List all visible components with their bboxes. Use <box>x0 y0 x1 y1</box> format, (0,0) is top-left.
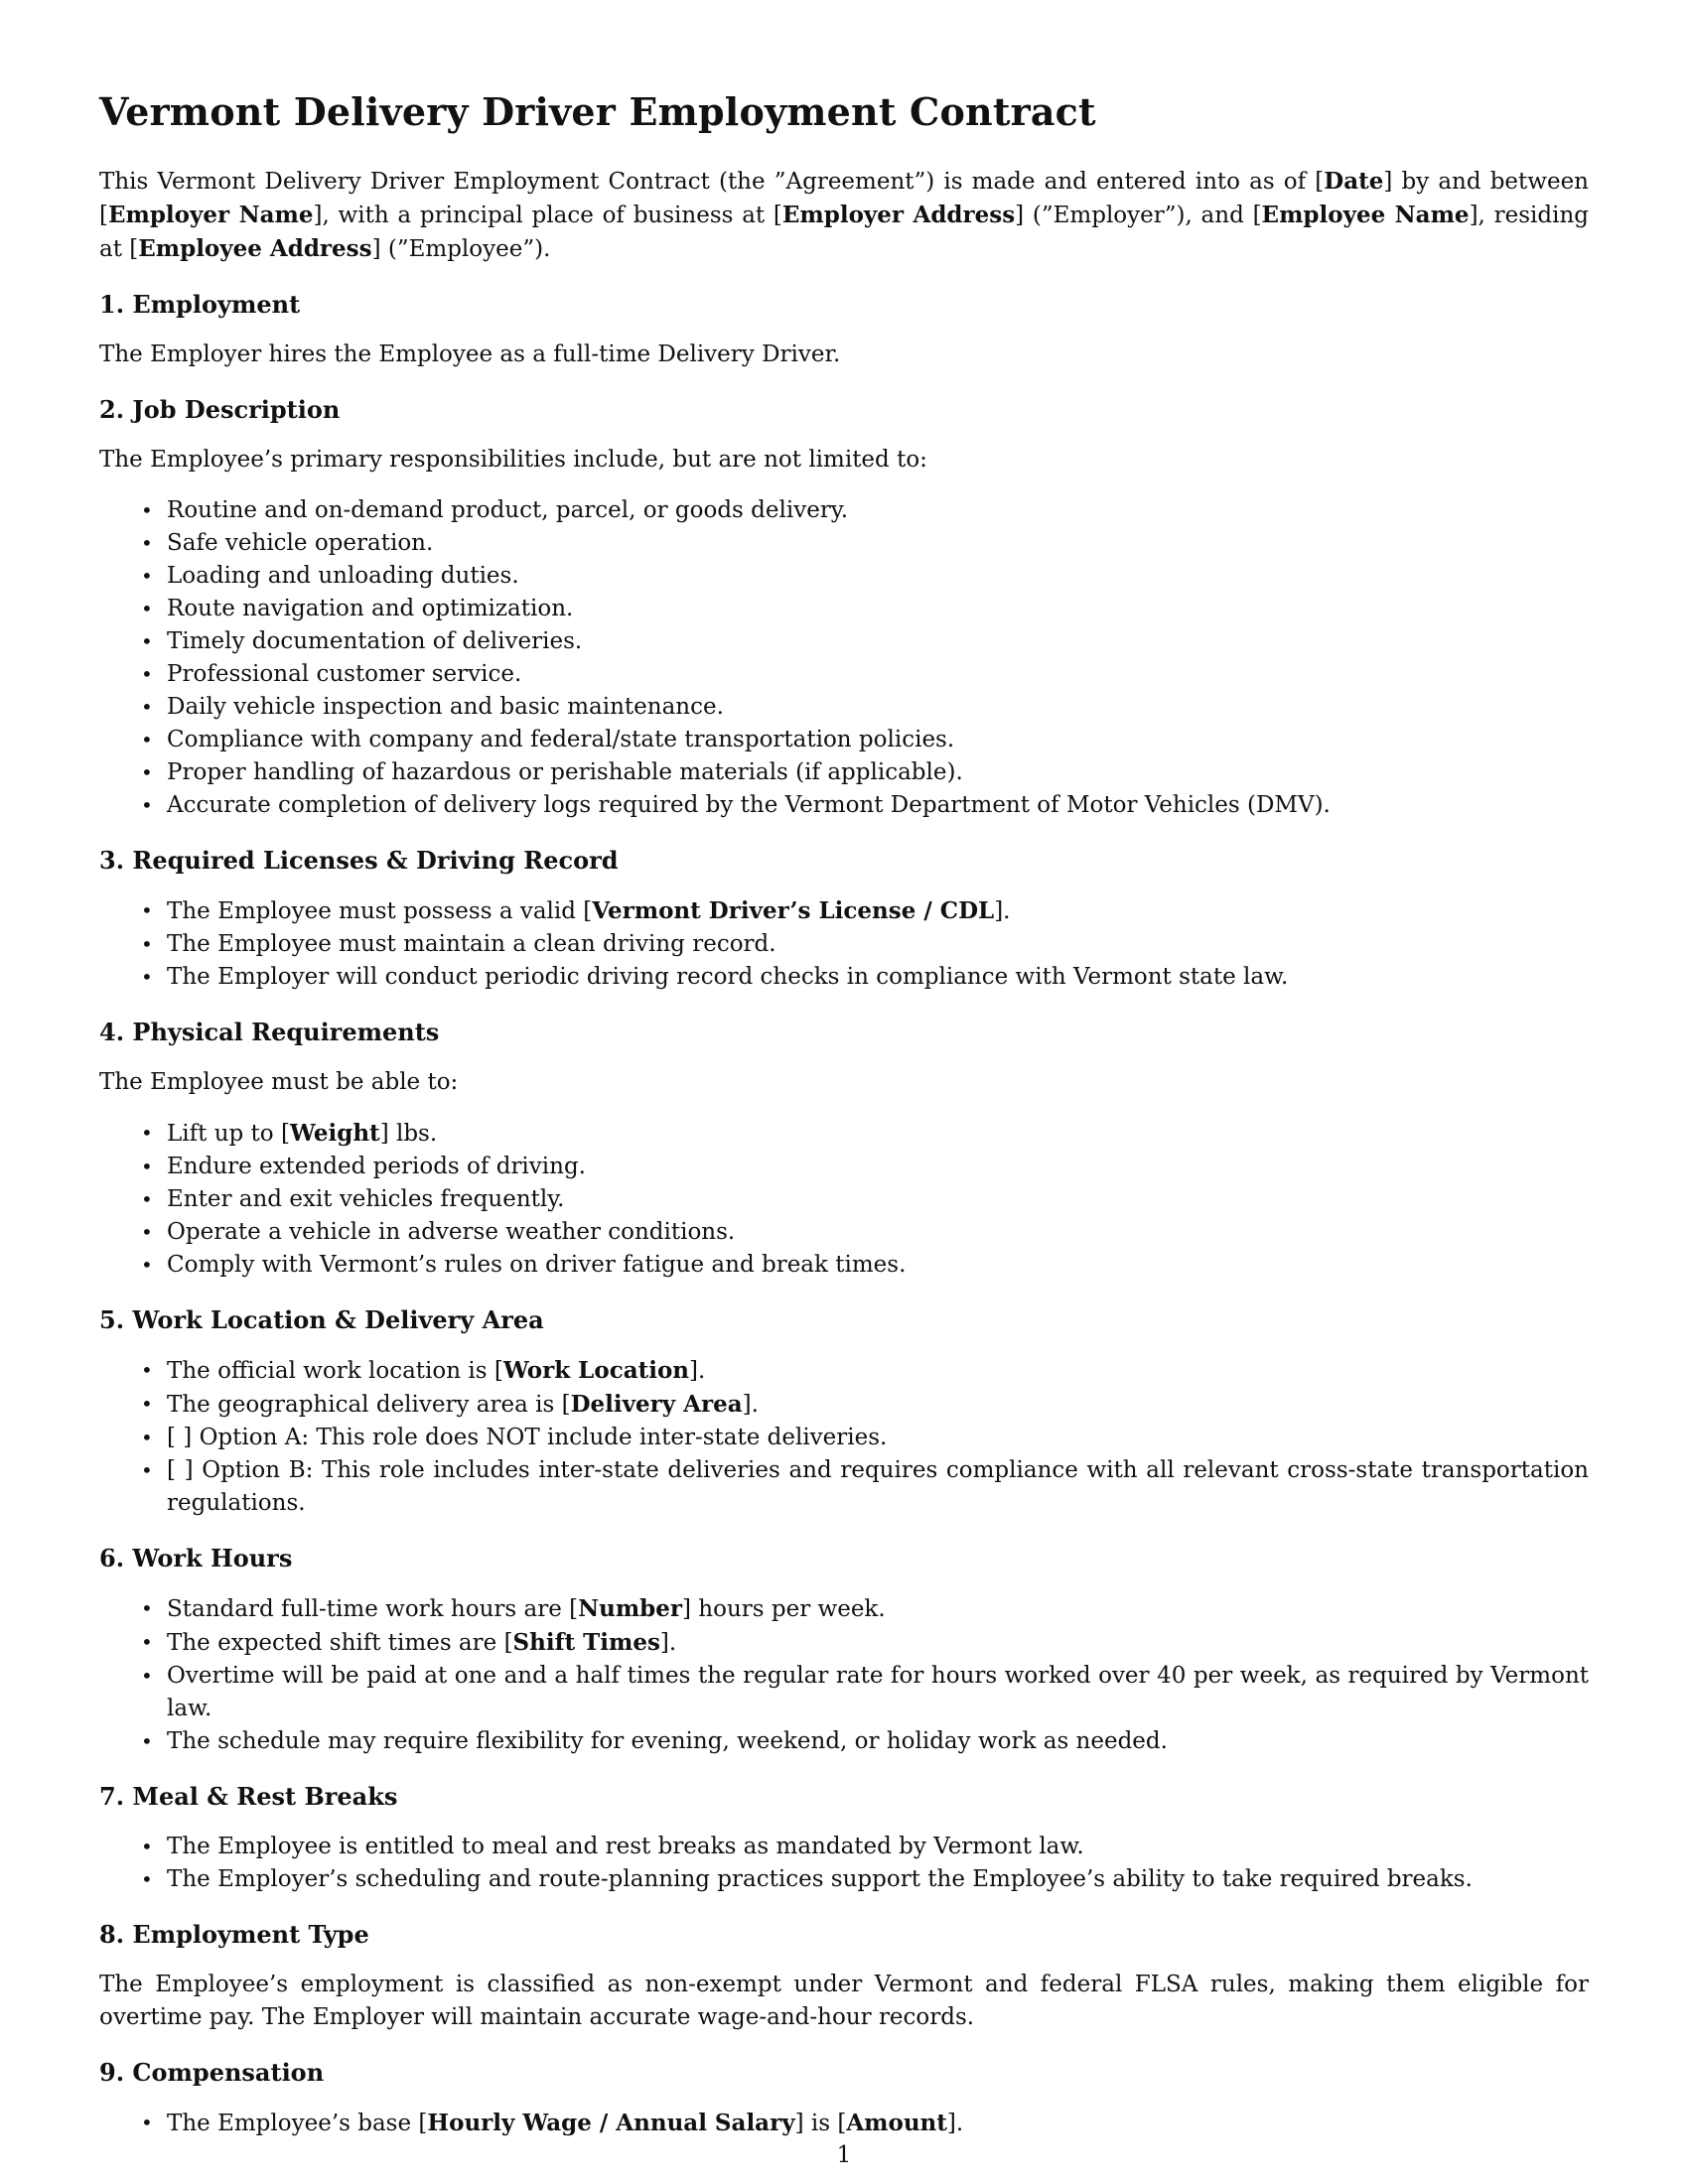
bullet-icon: • <box>141 760 153 784</box>
bullet-icon: • <box>141 1426 153 1449</box>
bullet-icon: • <box>141 531 153 555</box>
section <box>99 1542 1589 1758</box>
placeholder-field: Employer Address <box>781 202 1016 228</box>
text-run: Daily vehicle inspection and basic maintenance. <box>167 694 724 720</box>
bullet-icon: • <box>141 1835 153 1858</box>
section <box>99 1016 1589 1282</box>
list-item <box>141 789 1589 822</box>
list-item <box>141 691 1589 724</box>
bullet-icon: • <box>141 1729 153 1753</box>
text-run: ] is [ <box>794 2111 847 2136</box>
bullet-icon: • <box>141 629 153 653</box>
text-run: Comply with Vermont’s rules on driver fatigue and break times. <box>167 1252 907 1278</box>
bullet-icon: • <box>141 564 153 588</box>
placeholder-field: Amount <box>846 2110 947 2136</box>
section-heading: 4. Physical Requirements <box>99 1018 440 1046</box>
list-item <box>141 1660 1589 1725</box>
list-item <box>141 961 1589 994</box>
text-run: Safe vehicle operation. <box>167 530 434 556</box>
text-run: The Employer’s scheduling and route-planning practices support the Employee’s ability to take required breaks. <box>167 1866 1473 1892</box>
section-paragraph <box>99 339 1589 371</box>
text-run: ]. <box>659 1630 677 1656</box>
text-run: Route navigation and optimization. <box>167 596 574 621</box>
list-item <box>141 1216 1589 1249</box>
text-run: The schedule may require flexibility for evening, weekend, or holiday work as needed. <box>167 1728 1168 1754</box>
placeholder-field: Delivery Area <box>570 1391 743 1418</box>
text-run: Timely documentation of deliveries. <box>167 628 583 654</box>
text-run: [ <box>1315 169 1325 195</box>
text-run: [ ] Option A: This role does NOT include inter-state deliveries. <box>167 1425 888 1450</box>
list-item <box>141 527 1589 560</box>
text-run: Proper handling of hazardous or perishable materials (if applicable). <box>167 759 963 785</box>
section-paragraph <box>99 444 1589 477</box>
section <box>99 393 1589 822</box>
text-run: Overtime will be paid at one and a half times the regular rate for hours worked over 40 per week, as required by Vermont law. <box>167 1663 1589 1721</box>
bullet-icon: • <box>141 597 153 620</box>
section <box>99 2056 1589 2140</box>
list-item <box>141 1117 1589 1151</box>
text-run: Standard full-time work hours are [ <box>167 1596 579 1622</box>
bullet-icon: • <box>141 932 153 956</box>
bullet-list <box>99 494 1589 822</box>
bullet-list <box>99 1354 1589 1520</box>
document-title: Vermont Delivery Driver Employment Contract <box>99 89 1096 134</box>
section-heading: 1. Employment <box>99 290 301 319</box>
section-heading: 3. Required Licenses & Driving Record <box>99 846 619 875</box>
text-run: Lift up to [ <box>167 1121 290 1147</box>
list-item <box>141 928 1589 961</box>
text-run: The expected shift times are [ <box>167 1630 513 1656</box>
text-run: Loading and unloading duties. <box>167 563 519 589</box>
placeholder-field: Employer Name <box>107 202 314 228</box>
bullet-icon: • <box>141 898 153 922</box>
bullet-icon: • <box>141 498 153 522</box>
text-run: Professional customer service. <box>167 661 522 687</box>
text-run: Accurate completion of delivery logs required by the Vermont Department of Motor Vehicles (DMV). <box>167 792 1331 818</box>
text-run: The Employer hires the Employee as a full-time Delivery Driver. <box>99 341 841 367</box>
text-run: ]. <box>946 2111 964 2136</box>
list-item <box>141 894 1589 928</box>
placeholder-field: Weight <box>289 1120 380 1147</box>
bullet-icon: • <box>141 1220 153 1244</box>
bullet-icon: • <box>141 1253 153 1277</box>
text-run: The Employee’s base [ <box>167 2111 428 2136</box>
list-item <box>141 658 1589 691</box>
section-paragraph <box>99 1066 1589 1099</box>
section <box>99 1918 1589 2034</box>
bullet-icon: • <box>141 728 153 751</box>
placeholder-field: Employee Name <box>1261 202 1470 228</box>
bullet-icon: • <box>141 1458 153 1482</box>
list-item <box>141 1626 1589 1660</box>
list-item <box>141 1422 1589 1454</box>
text-run: Enter and exit vehicles frequently. <box>167 1186 565 1212</box>
placeholder-field: Employee Address <box>138 235 372 262</box>
text-run: The Employer will conduct periodic driving record checks in compliance with Vermont state law. <box>167 964 1289 990</box>
bullet-icon: • <box>141 1392 153 1416</box>
list-item <box>141 1454 1589 1520</box>
text-run: ], with a principal place of business at [ <box>313 203 782 228</box>
bullet-list <box>99 894 1589 994</box>
text-run: The official work location is [ <box>167 1358 503 1384</box>
text-run: ] by and between [ <box>99 169 1589 228</box>
section-heading: 2. Job Description <box>99 395 341 424</box>
placeholder-field: Hourly Wage / Annual Salary <box>427 2110 795 2136</box>
placeholder-field: Date <box>1324 168 1384 195</box>
list-item <box>141 2107 1589 2140</box>
section-paragraph <box>99 1969 1589 2034</box>
bullet-icon: • <box>141 1596 153 1620</box>
intro-paragraph <box>99 165 1589 266</box>
bullet-icon: • <box>141 1155 153 1178</box>
placeholder-field: Work Location <box>502 1357 690 1384</box>
list-item <box>141 560 1589 593</box>
text-run: The Employee must be able to: <box>99 1069 459 1095</box>
bullet-icon: • <box>141 965 153 989</box>
bullet-list <box>99 1831 1589 1896</box>
text-run: ]. <box>689 1358 706 1384</box>
section-heading: 7. Meal & Rest Breaks <box>99 1782 398 1811</box>
list-item <box>141 1183 1589 1216</box>
bullet-list <box>99 1117 1589 1282</box>
list-item <box>141 593 1589 625</box>
list-item <box>141 1725 1589 1758</box>
list-item <box>141 724 1589 756</box>
bullet-icon: • <box>141 793 153 817</box>
text-run: ] lbs. <box>379 1121 438 1147</box>
bullet-icon: • <box>141 1664 153 1688</box>
document-page <box>99 87 1589 2140</box>
bullet-list <box>99 2107 1589 2140</box>
section <box>99 844 1589 994</box>
list-item <box>141 494 1589 527</box>
text-run: The Employee’s employment is classified as non-exempt under Vermont and federal FLSA rules, making them eligible for overtime pay. The Employer will maintain accurate wage-and-hour records. <box>99 1972 1589 2030</box>
section <box>99 1303 1589 1520</box>
text-run: The Employee must maintain a clean driving record. <box>167 931 776 957</box>
text-run: This Vermont Delivery Driver Employment Contract (the ”Agreement”) is made and entered into as of <box>99 169 1316 195</box>
section-heading: 9. Compensation <box>99 2058 325 2087</box>
bullet-icon: • <box>141 662 153 686</box>
placeholder-field: Shift Times <box>512 1629 660 1656</box>
text-run: [ ] Option B: This role includes inter-state deliveries and requires compliance with all relevant cross-state transportation regulations. <box>167 1457 1589 1516</box>
bullet-icon: • <box>141 1121 153 1145</box>
text-run: ] hours per week. <box>682 1596 886 1622</box>
placeholder-field: Vermont Driver’s License / CDL <box>592 897 995 924</box>
text-run: Compliance with company and federal/state transportation policies. <box>167 727 955 752</box>
bullet-list <box>99 1592 1589 1758</box>
list-item <box>141 1592 1589 1626</box>
bullet-icon: • <box>141 2111 153 2134</box>
list-item <box>141 1151 1589 1183</box>
list-item <box>141 1863 1589 1896</box>
bullet-icon: • <box>141 1630 153 1654</box>
bullet-icon: • <box>141 1867 153 1891</box>
text-run: The geographical delivery area is [ <box>167 1392 571 1418</box>
text-run: ]. <box>742 1392 759 1418</box>
section-heading: 8. Employment Type <box>99 1920 369 1949</box>
text-run: The Employee’s primary responsibilities include, but are not limited to: <box>99 447 927 473</box>
text-run: ], residing at [ <box>99 203 1589 262</box>
sections-container <box>99 288 1589 2140</box>
list-item <box>141 1831 1589 1863</box>
text-run: The Employee is entitled to meal and rest breaks as mandated by Vermont law. <box>167 1834 1084 1859</box>
section-heading: 6. Work Hours <box>99 1544 293 1572</box>
list-item <box>141 1354 1589 1388</box>
text-run: ]. <box>994 898 1011 924</box>
list-item <box>141 756 1589 789</box>
text-run: ] (”Employee”). <box>371 236 551 262</box>
text-run: Endure extended periods of driving. <box>167 1154 586 1179</box>
list-item <box>141 1249 1589 1282</box>
section <box>99 1780 1589 1896</box>
page-number: 1 <box>836 2142 852 2168</box>
text-run: The Employee must possess a valid [ <box>167 898 593 924</box>
list-item <box>141 625 1589 658</box>
bullet-icon: • <box>141 1187 153 1211</box>
section <box>99 288 1589 371</box>
bullet-icon: • <box>141 695 153 719</box>
section-heading: 5. Work Location & Delivery Area <box>99 1305 544 1334</box>
text-run: Routine and on-demand product, parcel, or goods delivery. <box>167 497 849 523</box>
bullet-icon: • <box>141 1358 153 1382</box>
list-item <box>141 1388 1589 1422</box>
placeholder-field: Number <box>578 1595 683 1622</box>
text-run: ] (”Employer”), and [ <box>1015 203 1262 228</box>
text-run: Operate a vehicle in adverse weather conditions. <box>167 1219 736 1245</box>
